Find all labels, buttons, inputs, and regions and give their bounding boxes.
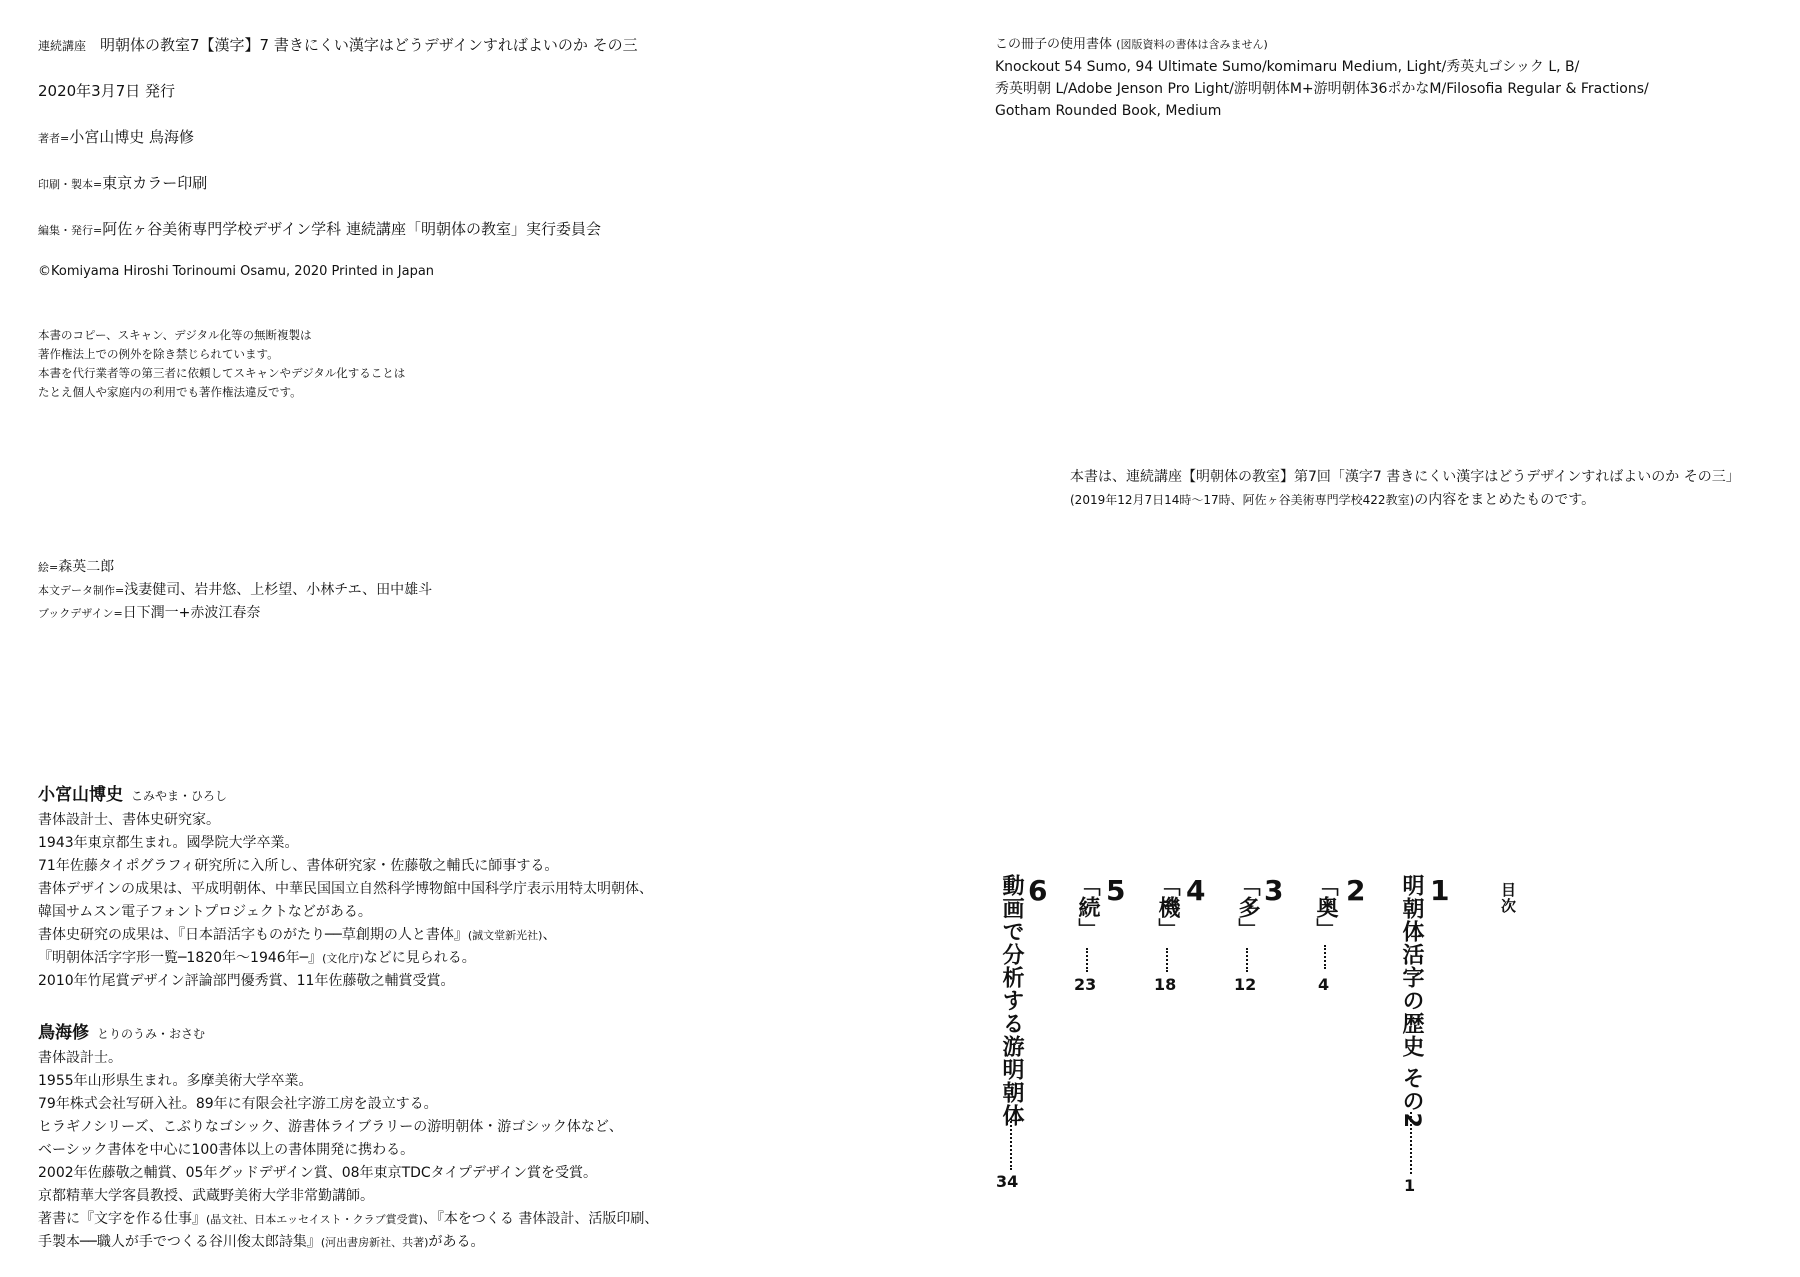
notice-line: たとえ個人や家庭内の利用でも著作権法違反です。 bbox=[38, 385, 302, 399]
credit-value: 浅妻健司、岩井悠、上杉望、小林チエ、田中雄斗 bbox=[124, 582, 433, 598]
toc-page: 12 bbox=[1234, 975, 1257, 994]
bio-komiyama bbox=[38, 782, 653, 993]
printing-label: 印刷・製本= bbox=[38, 178, 103, 191]
bio-line: 韓国サムスン電子フォントプロジェクトなどがある。 bbox=[38, 904, 372, 920]
publication-date: 2020年3月7日 発行 bbox=[38, 82, 176, 100]
notice-line: 本書のコピー、スキャン、デジタル化等の無断複製は bbox=[38, 328, 312, 342]
bio-publisher: (誠文堂新光社) bbox=[467, 929, 543, 942]
bio-publisher: (文化庁) bbox=[322, 952, 364, 965]
bio-line: ベーシック書体を中心に100書体以上の書体開発に携わる。 bbox=[38, 1142, 415, 1158]
series-label: 連続講座 bbox=[38, 39, 87, 53]
bio-line: 2002年佐藤敬之輔賞、05年グッドデザイン賞、08年東京TDCタイプデザイン賞を受賞。 bbox=[38, 1165, 598, 1181]
bio-name: 鳥海修 bbox=[38, 1023, 89, 1043]
toc-title: 「多」 bbox=[1235, 874, 1260, 940]
bio-text: 、 bbox=[542, 927, 557, 943]
bio-line: 京都精華大学客員教授、武蔵野美術大学非常勤講師。 bbox=[38, 1188, 374, 1204]
bio-text: などに見られる。 bbox=[363, 950, 476, 966]
bio-line bbox=[38, 947, 653, 970]
fonts-used bbox=[995, 34, 1649, 122]
bio-line: 書体設計士。 bbox=[38, 1050, 122, 1066]
toc-number: 5 bbox=[1106, 874, 1126, 907]
authors-label: 著者= bbox=[38, 132, 70, 145]
bio-heading bbox=[38, 782, 653, 809]
toc-title-text: 機 bbox=[1155, 896, 1180, 918]
about-line bbox=[1070, 489, 1740, 511]
printing-line bbox=[38, 172, 207, 193]
bio-reading: こみやま・ひろし bbox=[131, 789, 228, 803]
bio-text: 手製本──職人が手でつくる谷川俊太郎詩集』 bbox=[38, 1234, 321, 1250]
credits bbox=[38, 556, 432, 625]
credit-label: ブックデザイン= bbox=[38, 607, 123, 620]
toc-number: 4 bbox=[1186, 874, 1206, 907]
fonts-heading bbox=[995, 34, 1649, 56]
bio-line: ヒラギノシリーズ、こぶりなゴシック、游書体ライブラリーの游明朝体・游ゴシック体など、 bbox=[38, 1119, 623, 1135]
bio-torinoumi bbox=[38, 1020, 658, 1254]
book-title: 明朝体の教室7【漢字】7 書きにくい漢字はどうデザインすればよいのか その三 bbox=[100, 36, 638, 54]
fonts-heading-note: (図版資料の書体は含みません) bbox=[1116, 38, 1268, 51]
toc-leader bbox=[1410, 1112, 1412, 1174]
bio-line: 1955年山形県生まれ。多摩美術大学卒業。 bbox=[38, 1073, 313, 1089]
bio-text: 書体史研究の成果は、『日本語活字ものがたり──草創期の人と書体』 bbox=[38, 927, 468, 943]
copy-notice bbox=[38, 326, 405, 402]
bio-line: 書体設計士、書体史研究家。 bbox=[38, 812, 220, 828]
authors-line bbox=[38, 126, 194, 147]
bio-reading: とりのうみ・おさむ bbox=[97, 1027, 206, 1041]
toc-title: 「機」 bbox=[1155, 874, 1180, 940]
about-line: 本書は、連続講座【明朝体の教室】第7回「漢字7 書きにくい漢字はどうデザインすればよいのか その三」 bbox=[1070, 469, 1740, 485]
bio-line bbox=[38, 1208, 658, 1231]
bio-line: 1943年東京都生まれ。國學院大学卒業。 bbox=[38, 835, 299, 851]
copyright: ©Komiyama Hiroshi Torinoumi Osamu, 2020 Printed in Japan bbox=[38, 264, 435, 279]
toc-page: 1 bbox=[1404, 1176, 1416, 1195]
editing-label: 編集・発行= bbox=[38, 224, 103, 237]
bio-publisher: (晶文社、日本エッセイスト・クラブ賞受賞) bbox=[206, 1213, 423, 1226]
toc-number: 3 bbox=[1264, 874, 1284, 907]
bio-line: 書体デザインの成果は、平成明朝体、中華民国国立自然科学博物館中国科学庁表示用特太明朝体、 bbox=[38, 881, 654, 897]
credit-label: 本文データ制作= bbox=[38, 584, 125, 597]
colophon-title bbox=[38, 34, 638, 55]
notice-line: 本書を代行業者等の第三者に依頼してスキャンやデジタル化することは bbox=[38, 366, 406, 380]
toc-page: 4 bbox=[1318, 975, 1330, 994]
editing-value: 阿佐ヶ谷美術専門学校デザイン学科 連続講座「明朝体の教室」実行委員会 bbox=[102, 220, 601, 238]
bio-text: 著書に『文字を作る仕事』 bbox=[38, 1211, 206, 1227]
bio-heading bbox=[38, 1020, 658, 1047]
about-book bbox=[1070, 465, 1740, 511]
toc-leader bbox=[1086, 948, 1088, 972]
bio-line: 79年株式会社写研入社。89年に有限会社字游工房を設立する。 bbox=[38, 1096, 438, 1112]
fonts-line: Knockout 54 Sumo, 94 Ultimate Sumo/komimaru Medium, Light/秀英丸ゴシック L, B/ bbox=[995, 59, 1580, 75]
credit-value: 森英二郎 bbox=[58, 559, 115, 575]
toc-heading: 目次 bbox=[1499, 882, 1517, 914]
toc-leader bbox=[1010, 1118, 1012, 1170]
toc-title-text: 多 bbox=[1235, 896, 1260, 918]
bio-text: 、『本をつくる 書体設計、活版印刷、 bbox=[422, 1211, 659, 1227]
toc-leader bbox=[1166, 948, 1168, 972]
toc-number: 6 bbox=[1028, 874, 1048, 907]
toc-title: 「奥」 bbox=[1313, 874, 1338, 940]
fonts-line: Gotham Rounded Book, Medium bbox=[995, 103, 1222, 119]
authors-value: 小宮山博史 鳥海修 bbox=[69, 128, 194, 146]
printing-value: 東京カラー印刷 bbox=[102, 174, 208, 192]
bio-line bbox=[38, 924, 653, 947]
bio-name: 小宮山博史 bbox=[38, 785, 123, 805]
fonts-heading-text: この冊子の使用書体 bbox=[995, 37, 1113, 52]
toc-title: 動画で分析する游明朝体 bbox=[999, 874, 1024, 1127]
editing-line bbox=[38, 218, 601, 239]
toc-page: 34 bbox=[996, 1172, 1019, 1191]
credit-label: 絵= bbox=[38, 561, 59, 574]
about-note: (2019年12月7日14時〜17時、阿佐ヶ谷美術専門学校422教室) bbox=[1070, 493, 1415, 507]
bio-line: 2010年竹尾賞デザイン評論部門優秀賞、11年佐藤敬之輔賞受賞。 bbox=[38, 973, 455, 989]
toc-number: 1 bbox=[1430, 874, 1450, 907]
bio-text: がある。 bbox=[428, 1234, 485, 1250]
toc-number: 2 bbox=[1346, 874, 1366, 907]
toc-leader bbox=[1246, 948, 1248, 972]
toc-title-text: 続 bbox=[1075, 896, 1100, 918]
toc-title-text: 奥 bbox=[1313, 896, 1338, 918]
toc-title: 「続」 bbox=[1075, 874, 1100, 940]
bio-line: 71年佐藤タイポグラフィ研究所に入所し、書体研究家・佐藤敬之輔氏に師事する。 bbox=[38, 858, 559, 874]
credit-design bbox=[38, 602, 432, 625]
credit-data bbox=[38, 579, 432, 602]
about-text: の内容をまとめたものです。 bbox=[1414, 492, 1596, 508]
toc-page: 18 bbox=[1154, 975, 1177, 994]
toc-page: 23 bbox=[1074, 975, 1097, 994]
fonts-line: 秀英明朝 L/Adobe Jenson Pro Light/游明朝体M+游明朝体36ポかなM/Filosofia Regular & Fractions/ bbox=[995, 81, 1649, 97]
toc-title: 明朝体活字の歴史 その2 bbox=[1399, 874, 1424, 1129]
credit-illustration bbox=[38, 556, 432, 579]
notice-line: 著作権法上での例外を除き禁じられています。 bbox=[38, 347, 279, 361]
bio-text: 『明朝体活字字形一覧─1820年〜1946年─』 bbox=[38, 950, 323, 966]
bio-line bbox=[38, 1231, 658, 1254]
bio-publisher: (河出書房新社、共著) bbox=[320, 1236, 429, 1249]
toc-leader bbox=[1324, 945, 1326, 969]
credit-value: 日下潤一+赤波江春奈 bbox=[122, 605, 261, 621]
